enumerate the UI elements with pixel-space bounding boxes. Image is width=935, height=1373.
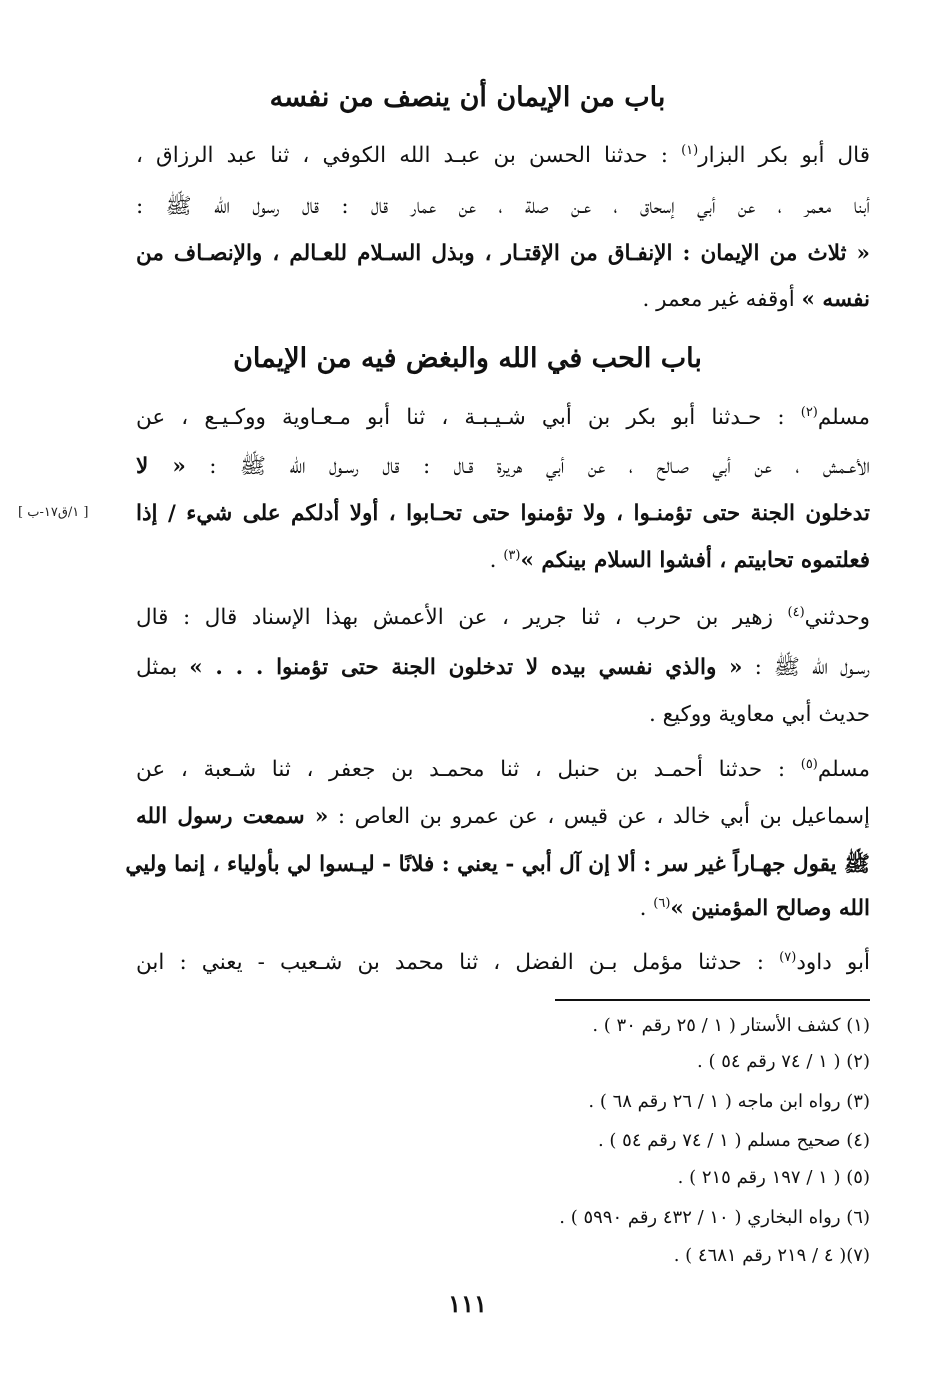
p2-text: مسلم bbox=[817, 405, 870, 430]
p2-text: الأعـمش ، عن أبي صـالح ، عن أبي هريرة قـال : قال رسـول الله ﷺ : bbox=[185, 454, 870, 479]
footnote-5: (٥) ( ١ / ١٩٧ رقم ٢١٥ ) . bbox=[677, 1167, 870, 1188]
footnote-ref: (٤) bbox=[787, 604, 805, 620]
p3-line-3: حديث أبي معاوية ووكيع . bbox=[649, 702, 870, 727]
footnote-ref: (٧) bbox=[779, 949, 797, 965]
footnote-ref: (٣) bbox=[503, 547, 521, 563]
p1-line-2: أبنا معمر ، عن أبي إسحاق ، عـن صلة ، عن عمار قال : قال رسول الله ﷺ : bbox=[136, 194, 870, 219]
p4-line-2 bbox=[136, 804, 870, 829]
p1-line-3: « ثلاث من الإيمان : الإنفـاق من الإقتـار ، وبذل السـلام للعـالم ، والإنصـاف من bbox=[136, 241, 870, 266]
p4-line-3: ﷺ يقول جهـاراً غير سر : ألا إن آل أبي - يعني : فلانًا - ليـسوا لي بأولياء ، إنما وليي bbox=[125, 852, 870, 877]
p4-text: . bbox=[639, 896, 654, 921]
p1-text: أوقفه غير معمر . bbox=[642, 287, 802, 312]
p4-text: إسماعيل بن أبي خالد ، عن قيس ، عن عمرو بن العاص : bbox=[328, 804, 870, 829]
p2-line-4 bbox=[490, 548, 870, 573]
manuscript-margin-note: [ ١/ق١٧-ب ] bbox=[18, 505, 89, 520]
p3-line-1 bbox=[136, 605, 870, 630]
footnote-ref: (١) bbox=[681, 142, 699, 158]
p4-line-4 bbox=[640, 896, 870, 921]
p1-text: : حدثنا الحسن بن عبـد الله الكوفي ، ثنا عبد الرزاق ، bbox=[136, 143, 682, 168]
p3-text: زهير بن حرب ، ثنا جرير ، عن الأعمش بهذا الإسناد قال : قال bbox=[136, 605, 788, 630]
footnote-2: (٢) ( ١ / ٧٤ رقم ٥٤ ) . bbox=[697, 1051, 870, 1072]
hadith-text: « لا bbox=[136, 454, 186, 479]
p3-line-2 bbox=[136, 654, 870, 685]
page-number: ١١١ bbox=[448, 1289, 487, 1318]
footnote-ref: (٥) bbox=[800, 756, 818, 772]
p3-text: بمثل bbox=[136, 655, 190, 680]
footnote-ref: (٢) bbox=[800, 404, 818, 420]
footnote-3: (٣) رواه ابن ماجه ( ١ / ٢٦ رقم ٦٨ ) . bbox=[588, 1091, 870, 1112]
p2-text: : حـدثنا أبو بكر بن أبي شـيـبـة ، ثنا أبو مـعـاوية ووكـيـع ، عن bbox=[136, 405, 801, 430]
p5-text: أبو داود bbox=[796, 950, 870, 975]
hadith-text: الله وصالح المؤمنين » bbox=[670, 896, 870, 921]
footnote-ref: (٦) bbox=[653, 895, 671, 911]
footnote-4: (٤) صحيح مسلم ( ١ / ٧٤ رقم ٥٤ ) . bbox=[597, 1130, 870, 1151]
p1-line-4 bbox=[643, 287, 870, 312]
hadith-text: نفسه » bbox=[801, 287, 870, 312]
p2-text: . bbox=[489, 548, 504, 573]
section-heading-1: باب من الإيمان أن ينصف من نفسه bbox=[269, 82, 666, 113]
p1-text: قال أبو بكر البزار bbox=[698, 143, 870, 168]
p5-line-1 bbox=[136, 950, 870, 975]
p1-line-1 bbox=[136, 143, 870, 168]
footnote-1: (١) كشف الأستار ( ١ / ٢٥ رقم ٣٠ ) . bbox=[592, 1015, 870, 1036]
p2-line-1 bbox=[136, 405, 870, 430]
p5-text: : حدثنا مؤمل بـن الفضل ، ثنا محمد بن شـعيب - يعني : ابن bbox=[136, 950, 780, 975]
footnote-6: (٦) رواه البخاري ( ١٠ / ٤٣٢ رقم ٥٩٩٠ ) . bbox=[559, 1207, 870, 1228]
hadith-text: « سمعت رسول الله bbox=[136, 804, 329, 829]
p4-text: مسلم bbox=[817, 757, 870, 782]
p4-text: : حدثنا أحمـد بن حنبل ، ثنا محمـد بن جعفر ، ثنا شـعبة ، عن bbox=[136, 757, 801, 782]
footnote-7: (٧)( ٤ / ٢١٩ رقم ٤٦٨١ ) . bbox=[673, 1245, 870, 1266]
p2-line-3: تدخلون الجنة حتى تؤمنـوا ، ولا تؤمنوا حتى تحـابوا ، أولا أدلكم على شيء / إذا bbox=[136, 501, 870, 526]
p4-line-1 bbox=[136, 757, 870, 782]
p3-text: وحدثني bbox=[804, 605, 870, 630]
p2-line-2 bbox=[136, 453, 870, 484]
hadith-text: فعلتموه تحابيتم ، أفشوا السلام بينكم » bbox=[520, 548, 870, 573]
p3-text: رسـول الله ﷺ : bbox=[742, 655, 870, 680]
hadith-text: « والذي نفسي بيده لا تدخلون الجنة حتى تؤمنوا . . . » bbox=[189, 655, 743, 680]
footnote-separator bbox=[555, 999, 870, 1001]
section-heading-2: باب الحب في الله والبغض فيه من الإيمان bbox=[233, 343, 702, 374]
